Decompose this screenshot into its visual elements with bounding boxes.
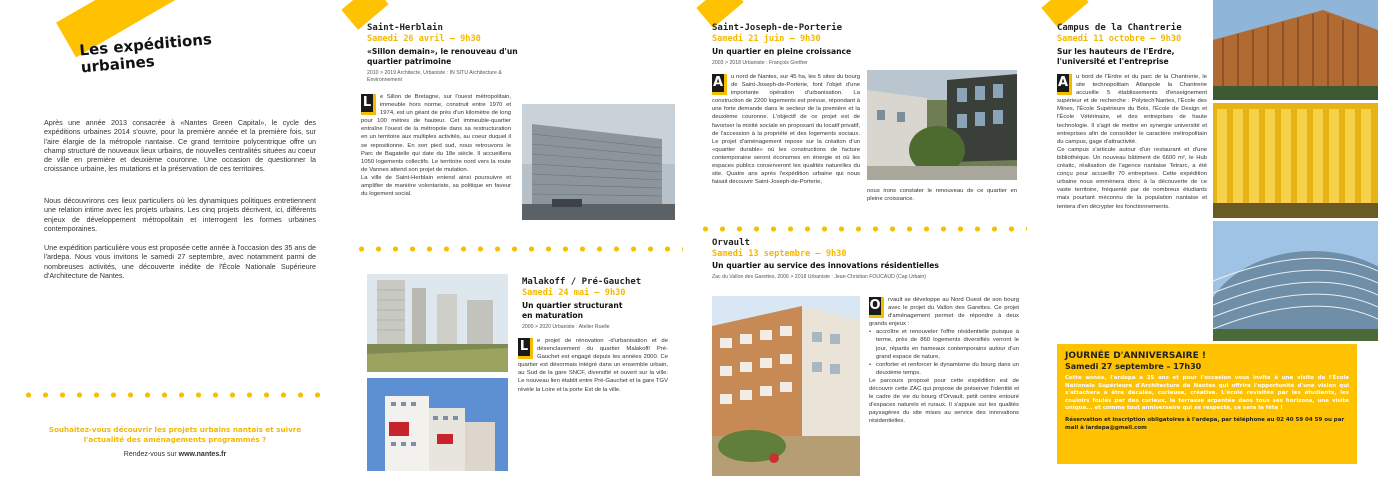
porterie-subtitle: Un quartier en pleine croissance xyxy=(712,47,852,56)
orvault-bullet-1: • accroître et renouveler l'offre résidentielle puisque à terme, près de 860 logements diversifiés verront le jour, répartis en hameaux contemporains autour d'un grand espace de nature, xyxy=(869,328,1019,360)
herblain-subtitle: «Sillon demain», le renouveau d'un quartier patrimoine xyxy=(367,47,518,66)
orvault-credits: Zac du Vallon des Garettes, 2006 > 2018 Urbaniste : Jean-Christian FOUCAUD (Cap Urbain) xyxy=(712,273,926,280)
anniversary-body: Cette année, l'ardepa a 35 ans et pour l'occasion vous invite à une visite de l'École Nationale Supérieure d'Architecture de Nantes qui offrira l'opportunité d'une vision qui s'attachera à être décalée, curieuse, créative. L'école revisitée par les étudiants, les couloirs foulés par des curieux, la terrasse arpentée dans tous ses horizons, une visite unique... et comme tout anniversaire qui se respecte, ce sera la fête ! xyxy=(1065,375,1349,412)
newsletter-question: Souhaitez-vous découvrir les projets urbains nantais et suivre l'actualité des aménagements programmés ? xyxy=(48,425,302,444)
porterie-header xyxy=(712,23,892,67)
herblain-body-2: La ville de Saint-Herblain entend ainsi poursuivre et amplifier de manière volontariste, sa politique en faveur du logement social. xyxy=(361,174,511,198)
visit-url-link[interactable]: www.nantes.fr xyxy=(178,451,227,458)
porterie-credits: 2003 > 2018 Urbaniste : François Grether xyxy=(712,59,808,66)
orvault-subtitle: Un quartier au service des innovations résidentielles xyxy=(712,261,939,270)
chantrerie-subtitle: Sur les hauteurs de l'Erdre, l'université et l'entreprise xyxy=(1057,47,1175,66)
orvault-header xyxy=(712,238,1042,281)
intro-paragraph-2: Nous découvrirons ces lieux particuliers où les dynamiques politiques entretiennent une relation intime avec les projets urbains. Les cinq projets décrivent, ici, différents enjeux de développement métropolitain et interrogent les formes urbaines contemporaines. xyxy=(44,196,316,233)
chantrerie-photo-top xyxy=(1213,0,1378,100)
orvault-date: Samedi 13 septembre – 9h30 xyxy=(712,249,847,259)
malakoff-header xyxy=(522,277,682,331)
malakoff-photo-bottom xyxy=(367,378,508,471)
orvault-bullet-list xyxy=(869,328,1019,377)
intro-paragraph-1: Après une année 2013 consacrée à «Nantes Green Capital», le cycle des expéditions urbaines 2014 s'ouvre, pour la première année et la première fois, sur l'aire élargie de la métropole nantaise. Ce grand territoire polycentrique offre un champ structuré de nouveaux lieux urbains, de nouvelles centralités situées au coeur de ville en première et deuxième couronne. Une occasion de questionner la croissance urbaine, les mutations et la préservation de ces territoires. xyxy=(44,118,316,174)
herblain-name: Saint-Herblain xyxy=(367,23,443,33)
chantrerie-name: Campus de la Chantrerie xyxy=(1057,23,1182,33)
herblain-header xyxy=(367,23,527,84)
visit-prefix: Rendez-vous sur xyxy=(123,451,179,458)
anniversary-reservation[interactable]: Réservation et inscription obligatoires à l'ardepa, par téléphone au 02 40 59 04 59 ou par mail à lardepa@gmail.com xyxy=(1065,416,1345,431)
dotted-divider xyxy=(20,392,320,398)
intro-paragraph-3: Une expédition particulière vous est proposée cette année à l'occasion des 35 ans de l'ardepa. Nous vous invitons le samedi 27 septembre, avec notamment parmi de nombreuses activités, une découverte inédite de l'École Nationale Supérieure d'Architecture de Nantes. xyxy=(44,243,316,280)
herblain-photo xyxy=(522,104,675,220)
chantrerie-photo-bottom xyxy=(1213,221,1378,341)
malakoff-subtitle: Un quartier structurant en maturation xyxy=(522,301,623,320)
chantrerie-body-1: u bord de l'Erdre et du parc de la Chantrerie, le site technopolitain Atlanpole la Chantrerie accueille 5 établissements d'enseignement supérieur et de recherche : Polytech'Nantes, l'École des Mines, l'École Supérieure du Bois, l'École de Design et l'École Vétérinaire, et des entreprises de haute technologie. Il s'agit de mettre en synergie université et entreprises afin de consolider le caractère métropolitain du campus, gage d'attractivité. xyxy=(1057,74,1207,145)
anniversary-title: JOURNÉE D'ANNIVERSAIRE ! xyxy=(1065,351,1206,361)
orvault-photo xyxy=(712,296,860,476)
herblain-text xyxy=(361,93,511,198)
porterie-date: Samedi 21 juin – 9h30 xyxy=(712,34,821,44)
porterie-photo xyxy=(867,70,1017,180)
chantrerie-date: Samedi 11 octobre – 9h30 xyxy=(1057,34,1182,44)
malakoff-photo-top xyxy=(367,274,508,372)
chantrerie-photo-middle xyxy=(1213,103,1378,218)
herblain-dotted-divider xyxy=(353,246,683,252)
orvault-body-intro: rvault se développe au Nord Ouest de son bourg avec le projet du Vallon des Garettes. Ce projet d'aménagement permet de répondre à deux grands enjeux : xyxy=(869,297,1019,328)
malakoff-body: e projet de rénovation -d'urbanisation et de désenclavement du quartier Malakoff/ Pré-Gauchet est engagé depuis les années 2000. Ce quartier est désormais intégré dans un ensemble urbain, au Sud de la gare SNCF, diversifié et ouvert sur la ville. Le nouveau lien établit entre Pré-Gauchet et la gare TGV révèle la Loire et la porte Est de la ville. xyxy=(518,338,668,393)
visit-link-line xyxy=(40,451,310,458)
orvault-name: Orvault xyxy=(712,238,750,248)
orvault-bullet-2: • conforter et renforcer le dynamisme du bourg dans un deuxième temps. xyxy=(869,361,1019,377)
chantrerie-drop-cap: A xyxy=(1057,74,1072,95)
malakoff-credits: 2000 > 2020 Urbaniste : Atelier Ruelle xyxy=(522,324,610,330)
chantrerie-body-2: Ce campus s'articule autour d'un restaurant et d'une bibliothèque. Un nouveau bâtiment de 6600 m², le Hub créatic, réalisation de l'agence nantaise Tetrarc, a été conçu pour accueillir 70 entreprises. Cette expédition urbaine nous emmènera donc à la découverte de ce vaste territoire, fréquenté par de nombreux étudiants mais pourtant méconnu de la population nantaise et tentera d'en décrypter les fonctionnements. xyxy=(1057,146,1207,210)
porterie-dotted-divider xyxy=(697,226,1027,232)
herblain-drop-cap: L xyxy=(361,94,376,115)
porterie-body: u nord de Nantes, sur 45 ha, les 5 sites du bourg de Saint-Joseph-de-Porterie, font l'objet d'une importante opération d'urbanisation. La construction de 2200 logements est prévue, répondant à une forte demande dans le secteur de la première et la deuxième couronne. L'objectif de ce projet est de favoriser la mixité sociale en proposant du locatif privatif, de l'accession à la propriété et des logements sociaux. Le projet d'aménagement repose sur la création d'un «quartier durable» où les constructions de facture contemporaine seront économes en énergie et où les espaces publics conserveront les qualités naturelles du site. Quatre ans après l'expédition urbaine qui nous faisait découvrir Saint-Joseph-de-Porterie, xyxy=(712,74,860,186)
porterie-text-cont: nous irons constater le renouveau de ce quartier en pleine croissance. xyxy=(867,188,1017,203)
orvault-drop-cap: O xyxy=(869,297,884,318)
chantrerie-text xyxy=(1057,73,1207,211)
porterie-text xyxy=(712,73,860,186)
orvault-body-end: Le parcours proposé pour cette expédition est de découvrir cette ZAC qui propose de préserver l'identité et le cadre de vie du bourg d'Orvault, petit centre entouré d'espaces naturels et ruraux. Il s'appuie sur les qualités paysagères du site mises au service des innovations résidentielles. xyxy=(869,377,1019,425)
chantrerie-header xyxy=(1057,23,1217,66)
porterie-name: Saint-Joseph-de-Porterie xyxy=(712,23,843,33)
malakoff-text xyxy=(518,337,668,394)
page-title: Les expéditions urbaines xyxy=(78,30,213,77)
anniversary-date: Samedi 27 septembre – 17h30 xyxy=(1065,362,1202,371)
malakoff-date: Samedi 24 mai – 9h30 xyxy=(522,288,626,298)
porterie-drop-cap: A xyxy=(712,74,727,95)
herblain-credits: 2010 > 2019 Architecte, Urbaniste : IN SITU Architecture & Environnement xyxy=(367,70,502,83)
herblain-body-1: e Sillon de Bretagne, sur l'ouest métropolitain, immeuble hors norme, construit entre 1970 et 1974, est un géant de près d'un kilomètre de long pour 100 mètres de hauteur. Cet immeuble-quartier entraîne l'ouest de la métropole dans sa restructuration en un territoire aux multiples activités, au coeur duquel il se repositionne. En son pied sud, nous retrouvons le Parc de Bagatelle qui date du 18e siècle. Il accueillera 1050 logements collectifs. Le territoire nord vers la route de Vannes attend son projet de mutation. xyxy=(361,94,511,173)
malakoff-drop-cap: L xyxy=(518,338,533,359)
anniversary-box xyxy=(1057,344,1357,464)
herblain-date: Samedi 26 avril – 9h30 xyxy=(367,34,481,44)
malakoff-name: Malakoff / Pré-Gauchet xyxy=(522,277,642,287)
orvault-text xyxy=(869,296,1019,426)
